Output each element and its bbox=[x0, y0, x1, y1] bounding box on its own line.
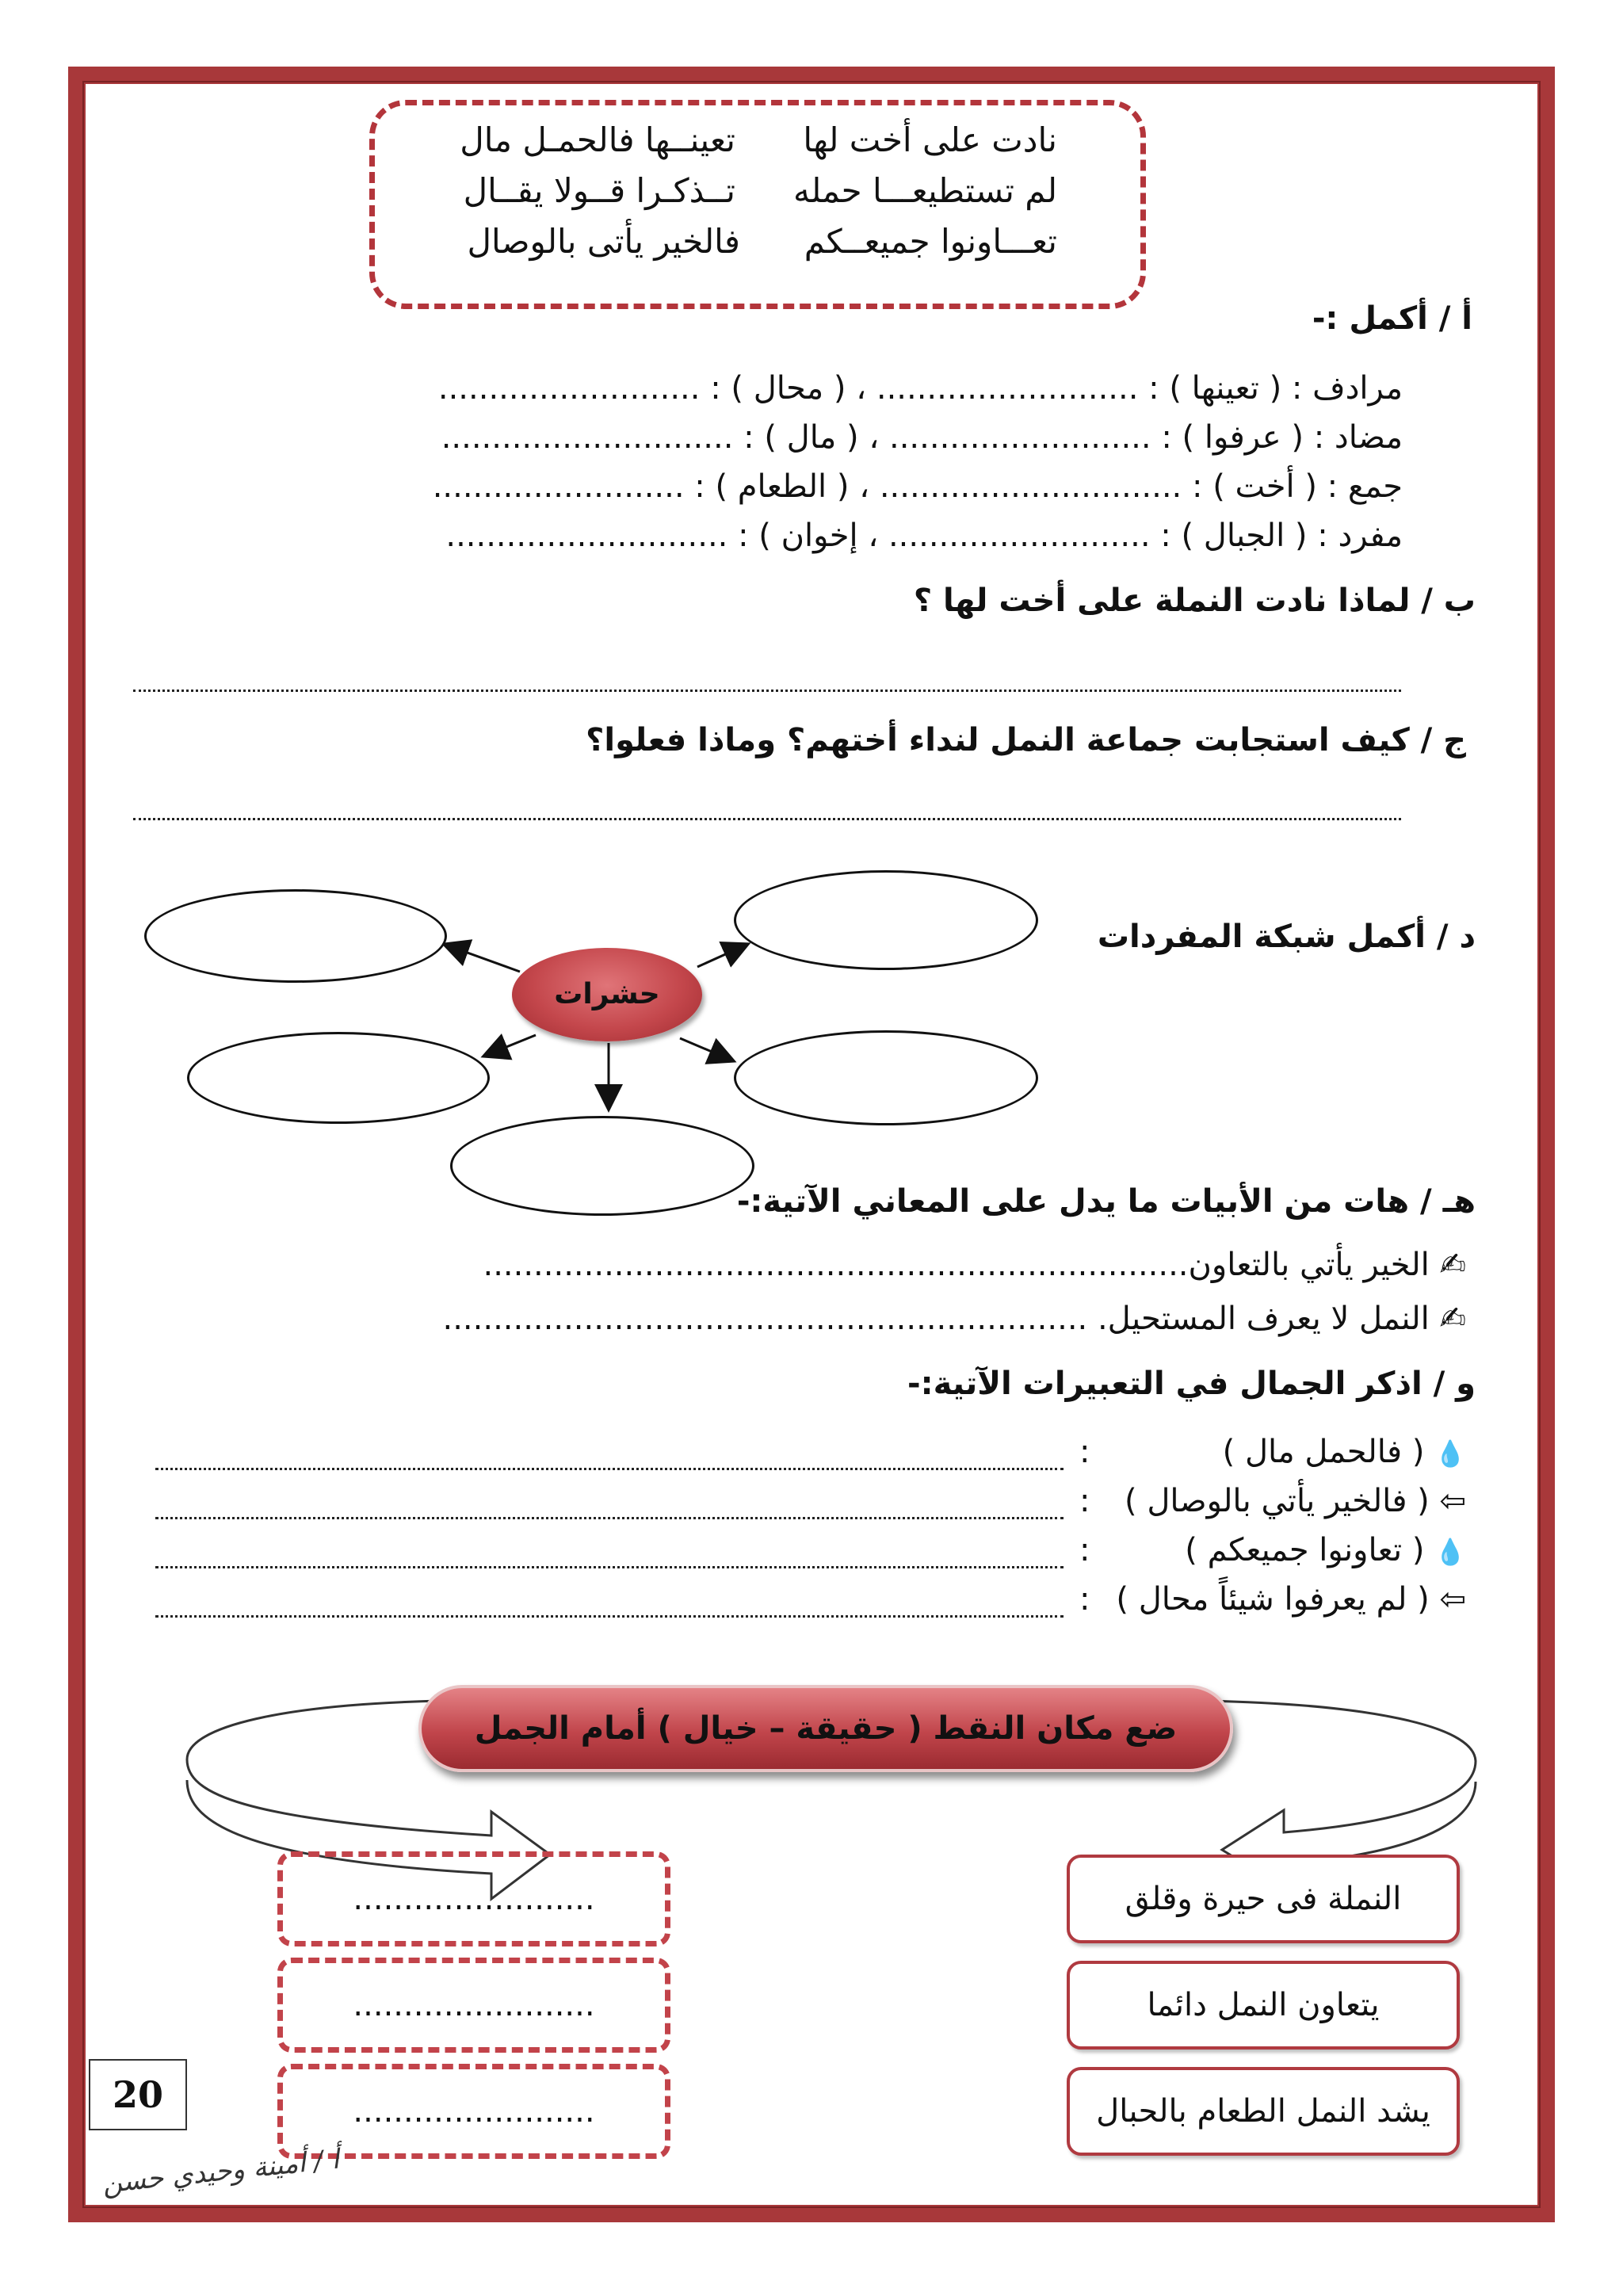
arrow-icon: ⇦ bbox=[1439, 1581, 1466, 1618]
poem-line-3-right: تعـــاونوا جميعــكم bbox=[804, 222, 1057, 261]
pen-icon: ✍ bbox=[1439, 1301, 1466, 1337]
section-b-heading: ب / لماذا نادت النملة على أخت لها ؟ bbox=[913, 583, 1476, 619]
colon: : bbox=[1079, 1532, 1090, 1568]
meaning-text-1[interactable]: الخير يأتي بالتعاون...................................................................... bbox=[483, 1247, 1430, 1283]
sentence-box-2 bbox=[1067, 1961, 1460, 2050]
sentence-3: يشد النمل الطعام بالحبال bbox=[1096, 2093, 1430, 2130]
synonym-sep: ، ( محال ) : bbox=[710, 370, 867, 407]
plural-label: جمع : ( أخت ) : bbox=[1192, 468, 1403, 505]
antonym-dots-2[interactable]: ............................. bbox=[441, 419, 734, 456]
sentence-box-3 bbox=[1067, 2067, 1460, 2156]
author-signature: أ / أمينة وحيدي حسن bbox=[101, 2143, 341, 2200]
page-number: 20 bbox=[89, 2059, 187, 2130]
plural-dots-1[interactable]: .............................. bbox=[879, 468, 1182, 505]
singular-dots-1[interactable]: .......................... bbox=[888, 518, 1151, 554]
pen-icon: ✍ bbox=[1439, 1247, 1466, 1283]
meaning-text-2[interactable]: النمل لا يعرف المستحيل. ................................................................ bbox=[442, 1301, 1430, 1337]
arrow-icon: ⇦ bbox=[1439, 1483, 1466, 1519]
answer-dots-3: ........................ bbox=[353, 2093, 595, 2130]
poem-line-1-left: تعينــها فالحمـل مال bbox=[460, 120, 735, 159]
beauty-expr-4-text: ( لم يعرفوا شيئاً محال ) bbox=[1116, 1581, 1430, 1618]
antonym-dots-1[interactable]: .......................... bbox=[889, 419, 1151, 456]
singular-label: مفرد : ( الجبال ) : bbox=[1160, 518, 1403, 554]
instruction-banner bbox=[418, 1685, 1233, 1772]
banner-text: ضع مكان النقط ( حقيقة – خيال ) أمام الجمل bbox=[474, 1710, 1178, 1747]
beauty-expr-3-text: ( تعاونوا جميعكم ) bbox=[1185, 1532, 1425, 1568]
colon: : bbox=[1079, 1581, 1090, 1618]
sentence-1: النملة فى حيرة وقلق bbox=[1125, 1881, 1402, 1917]
answer-dots-1: ........................ bbox=[353, 1881, 595, 1917]
plural-sep: ، ( الطعام ) : bbox=[694, 468, 870, 505]
antonym-label: مضاد : ( عرفوا ) : bbox=[1161, 419, 1403, 456]
vocab-center-label: حشرات bbox=[554, 978, 660, 1011]
section-d-heading: د / أكمل شبكة المفردات bbox=[1097, 919, 1476, 955]
singular-sep: ، إخوان ) : bbox=[738, 518, 879, 554]
colon: : bbox=[1079, 1434, 1090, 1470]
synonym-label: مرادف : ( تعينها ) : bbox=[1148, 370, 1403, 407]
answer-box-1[interactable] bbox=[277, 1851, 670, 1946]
drop-icon: 💧 bbox=[1434, 1537, 1466, 1567]
poem-line-2-left: تــذكـرا قــولا يقــال bbox=[463, 171, 735, 210]
sentence-2: يتعاون النمل دائما bbox=[1147, 1987, 1380, 2023]
poem-line-2-right: لم تستطيعـــا حمله bbox=[792, 171, 1057, 210]
section-c-heading: ج / كيف استجابت جماعة النمل لنداء أختهم؟ وماذا فعلوا؟ bbox=[586, 722, 1466, 758]
colon: : bbox=[1079, 1483, 1090, 1519]
poem-line-3-left: فالخير يأتى بالوصال bbox=[467, 222, 740, 261]
drop-icon: 💧 bbox=[1434, 1438, 1466, 1469]
beauty-expr-1-text: ( فالحمل مال ) bbox=[1222, 1434, 1425, 1470]
beauty-expr-2-text: ( فالخير يأتي بالوصال ) bbox=[1125, 1483, 1430, 1519]
answer-box-2[interactable] bbox=[277, 1958, 670, 2053]
section-h-heading: هـ / هات من الأبيات ما يدل على المعاني الآتية:- bbox=[736, 1183, 1476, 1220]
answer-dots-2: ........................ bbox=[353, 1987, 595, 2023]
synonym-dots-2[interactable]: .......................... bbox=[437, 370, 701, 407]
section-a-heading: أ / أكمل :- bbox=[1312, 300, 1472, 337]
poem-line-1-right: نادت على أخت لها bbox=[803, 120, 1057, 159]
sentence-box-1 bbox=[1067, 1855, 1460, 1943]
section-w-heading: و / اذكر الجمال في التعبيرات الآتية:- bbox=[907, 1366, 1476, 1402]
singular-dots-2[interactable]: ............................ bbox=[445, 518, 728, 554]
plural-dots-2[interactable]: ......................... bbox=[432, 468, 685, 505]
antonym-sep: ، ( مال ) : bbox=[743, 419, 880, 456]
synonym-dots-1[interactable]: .......................... bbox=[876, 370, 1139, 407]
